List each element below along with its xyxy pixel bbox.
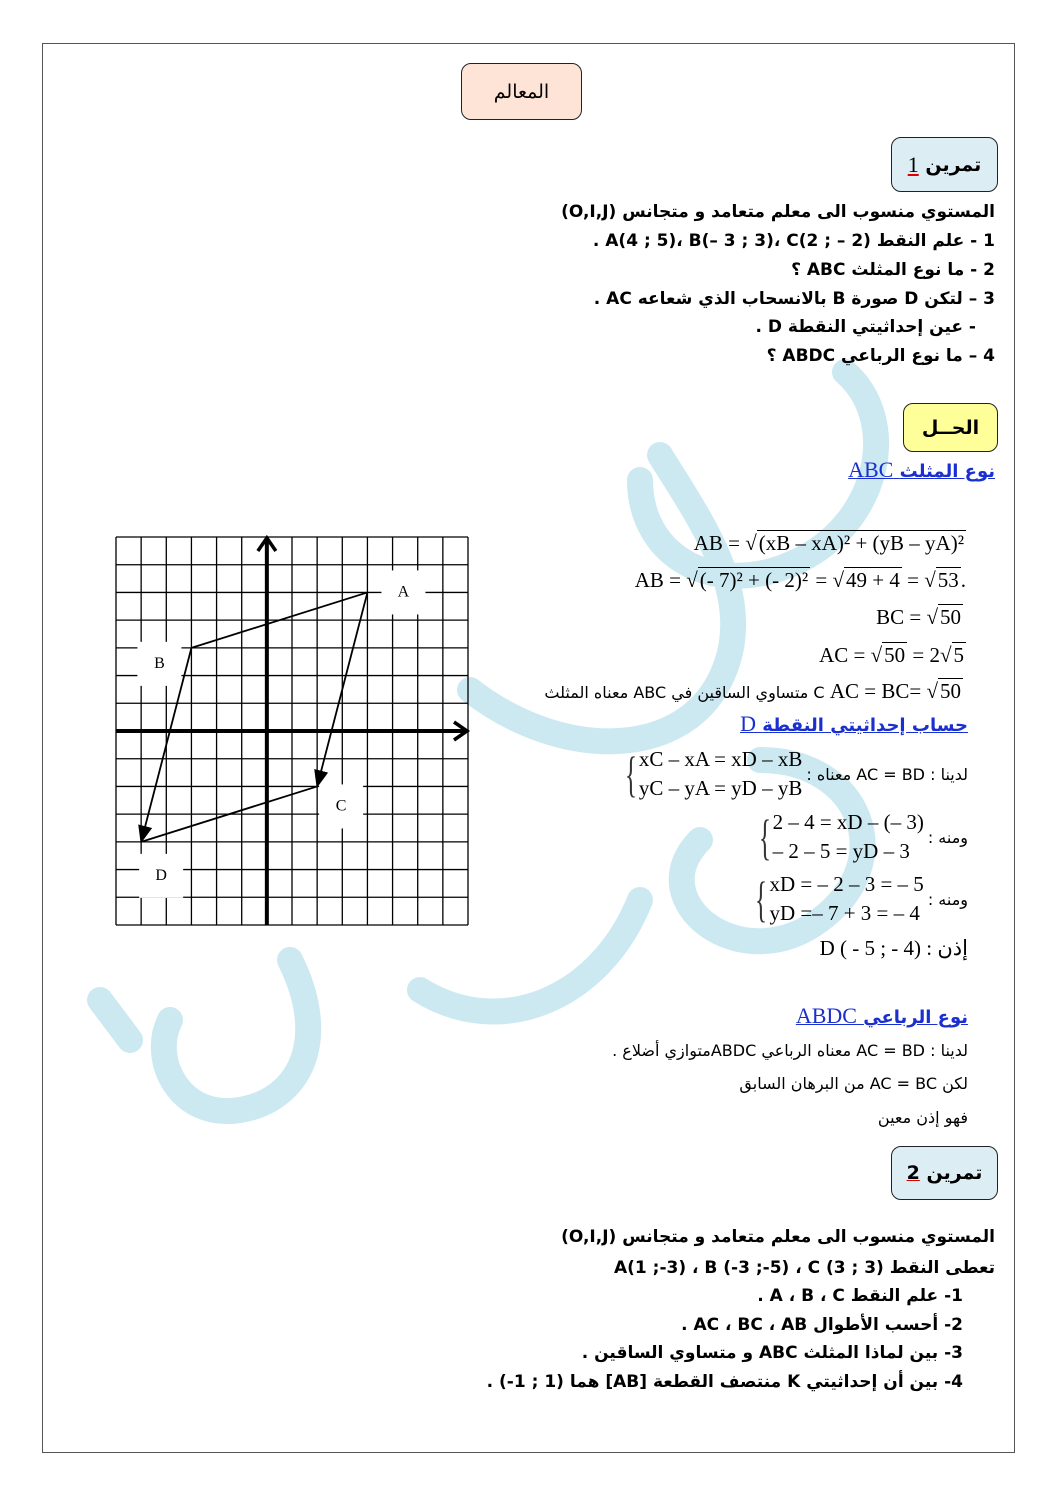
exercise-1-label: تمرين	[925, 153, 982, 176]
exercise-1-number: 1	[907, 151, 919, 177]
point-label-d: D	[155, 866, 167, 884]
formula-radicand: 53	[937, 568, 959, 592]
formula-part: .	[960, 568, 966, 592]
system-row: xC – xA = xD – xB	[638, 747, 803, 771]
quad-line: لدينا : AC = BD معناه الرباعي ABDCمتوازي أضلاع .	[612, 1041, 968, 1060]
solution-label: الحــل	[921, 416, 980, 439]
formula-text: C متساوي الساقين في ABC معناه المثلث	[544, 683, 825, 702]
exercise-2-number: 2	[906, 1162, 920, 1184]
heading-quad-type	[796, 1003, 968, 1031]
ex1-line: المستوي منسوب الى معلم متعامد و متجانس (O,I,J)	[561, 202, 995, 222]
system-row: yD =– 7 + 3 = – 4	[769, 901, 920, 925]
ex2-line: 4- بين أن إحداثيتي K منتصف القطعة [AB] هما (1 ; 1-) .	[486, 1372, 963, 1392]
quad-line: فهو إذن معين	[877, 1108, 968, 1127]
formula-part: = 2	[907, 643, 940, 667]
formula-ab-general: AB = √(xB – xA)² + (yB – yA)²	[693, 531, 964, 555]
title-box	[461, 63, 582, 120]
heading-text: نوع الرباعي	[863, 1007, 968, 1028]
system-row: 2 – 4 = xD – (– 3)	[772, 810, 924, 834]
d-result: إذن : D ( - 5 ; - 4)	[819, 936, 968, 960]
ex1-line: 3 – لتكن D صورة B بالانسحاب الذي شعاعه AC .	[593, 289, 995, 309]
formula-part: =	[901, 568, 925, 592]
point-label-c: C	[335, 797, 347, 815]
exercise-2-label: تمرين	[926, 1162, 983, 1184]
formula-radicand: 5	[953, 643, 964, 667]
formula-bc: BC = √50	[876, 605, 961, 629]
ex2-line: تعطى النقط A(1 ;-3) ، B (-3 ;-5) ، C (3 ; 3)	[613, 1258, 995, 1278]
formula-radicand: 49 + 4	[846, 568, 900, 592]
formula-radicand: 50	[884, 643, 906, 667]
ex2-line: 1- علم النقط A ، B ، C .	[757, 1286, 963, 1306]
ex1-line: 4 – ما نوع الرباعي ABDC ؟	[766, 346, 995, 366]
formula-ab-value: AB = √(- 7)² + (- 2)² = √49 + 4 = √53.	[634, 568, 966, 592]
heading-d-coordinates	[740, 711, 968, 739]
ex2-line: 3- بين لماذا المثلث ABC و متساوي الساقين .	[581, 1343, 963, 1363]
system-label: ومنه :	[927, 889, 968, 909]
exercise-1-box	[891, 137, 998, 192]
system-label: لدينا : AC = BD معناه :	[806, 764, 968, 784]
title-text: المعالم	[493, 80, 550, 103]
brace-icon: {	[624, 746, 637, 802]
system-1	[619, 745, 968, 803]
formula-radicand: 50	[940, 679, 961, 703]
system-row: xD = – 2 – 3 = – 5	[769, 872, 924, 896]
ex1-line: - عين إحداثيتي النقطة D .	[755, 317, 976, 337]
ex1-line: 2 - ما نوع المثلث ABC ؟	[791, 260, 995, 280]
point-label-b: B	[154, 654, 165, 672]
formula-ac: AC = √50 = 2√5	[819, 643, 964, 667]
brace-icon: {	[758, 809, 771, 865]
formula-radicand: (xB – xA)² + (yB – yA)²	[758, 531, 964, 555]
ex2-line: المستوي منسوب الى معلم متعامد و متجانس (O,I,J)	[561, 1227, 995, 1247]
system-label: ومنه :	[927, 827, 968, 847]
coordinate-graph	[100, 525, 485, 935]
formula-part: AC =	[819, 643, 871, 667]
heading-text: ABC	[848, 457, 894, 482]
formula-part: AC = BC=	[829, 679, 927, 703]
system-row: yC – yA = yD – yB	[638, 776, 803, 800]
formula-part: BC =	[876, 605, 927, 629]
heading-text: نوع المثلث	[899, 461, 995, 482]
system-row: – 2 – 5 = yD – 3	[772, 839, 910, 863]
point-label-a: A	[397, 583, 410, 601]
formula-radicand: 50	[940, 605, 961, 629]
formula-radicand: (- 7)² + (- 2)²	[699, 568, 809, 592]
ex2-line: 2- أحسب الأطوال AC ، BC ، AB .	[681, 1315, 963, 1335]
formula-part: AB =	[634, 568, 687, 592]
formula-part: =	[810, 568, 833, 592]
system-2	[753, 808, 968, 866]
formula-isosceles: C متساوي الساقين في ABC معناه المثلث AC = BC= √50	[544, 679, 961, 703]
formula-part: AB =	[693, 531, 746, 555]
heading-text: D	[740, 711, 756, 736]
ex1-line: 1 - علم النقط A(4 ; 5)، B(– 3 ; 3)، C(2 ; – 2) .	[592, 231, 995, 251]
system-3	[749, 870, 968, 928]
exercise-2-box	[891, 1146, 998, 1200]
heading-text: ABDC	[795, 1003, 857, 1028]
heading-text: حساب إحداثيتي النقطة	[762, 715, 968, 736]
solution-box	[903, 403, 998, 452]
brace-icon: {	[755, 871, 768, 927]
heading-triangle-type	[848, 457, 995, 485]
quad-line: لكن AC = BC من البرهان السابق	[739, 1074, 968, 1093]
